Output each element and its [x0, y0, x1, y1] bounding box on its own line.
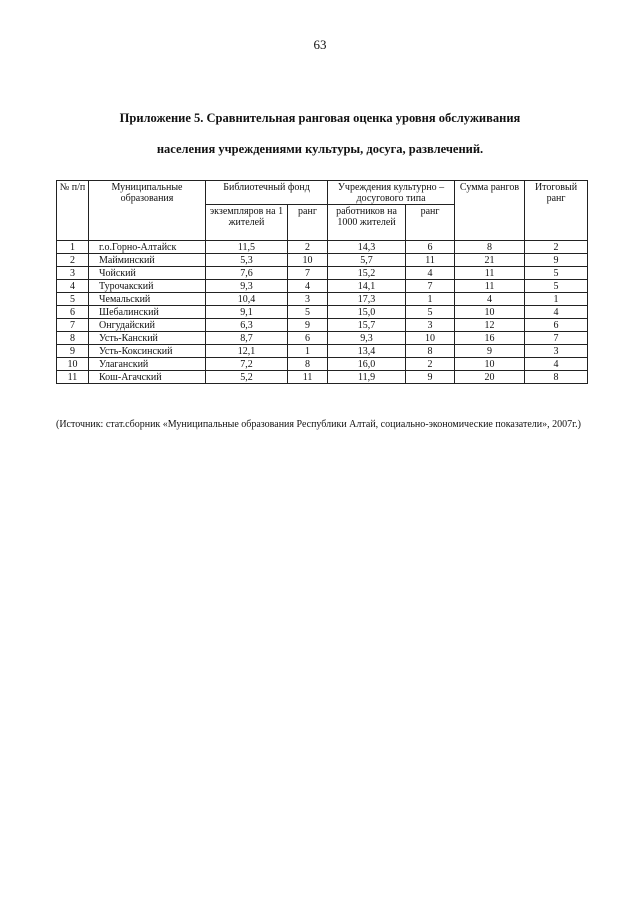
culture-rank-cell: 2 [406, 358, 455, 371]
header-culture-workers: работников на 1000 жителей [328, 205, 406, 241]
table-row [57, 267, 588, 280]
final-rank-cell: 6 [525, 319, 588, 332]
library-copies-cell: 11,5 [206, 241, 288, 254]
row-number-cell: 3 [57, 267, 89, 280]
municipality-name-cell: Кош-Агачский [89, 371, 206, 384]
library-rank-cell: 11 [288, 371, 328, 384]
library-rank-cell: 4 [288, 280, 328, 293]
final-rank-cell: 1 [525, 293, 588, 306]
library-rank-cell: 6 [288, 332, 328, 345]
culture-rank-cell: 4 [406, 267, 455, 280]
library-copies-cell: 8,7 [206, 332, 288, 345]
table-row [57, 358, 588, 371]
library-copies-cell: 9,3 [206, 280, 288, 293]
culture-workers-cell: 13,4 [328, 345, 406, 358]
rank-sum-cell: 9 [455, 345, 525, 358]
culture-workers-cell: 14,1 [328, 280, 406, 293]
culture-rank-cell: 3 [406, 319, 455, 332]
municipality-name-cell: Усть-Канский [89, 332, 206, 345]
culture-rank-cell: 1 [406, 293, 455, 306]
library-rank-cell: 8 [288, 358, 328, 371]
culture-workers-cell: 11,9 [328, 371, 406, 384]
library-rank-cell: 3 [288, 293, 328, 306]
culture-rank-cell: 5 [406, 306, 455, 319]
ranking-table [56, 180, 588, 384]
library-rank-cell: 2 [288, 241, 328, 254]
municipality-name-cell: г.о.Горно-Алтайск [89, 241, 206, 254]
municipality-name-cell: Улаганский [89, 358, 206, 371]
table-row [57, 345, 588, 358]
library-rank-cell: 5 [288, 306, 328, 319]
municipality-name-cell: Майминский [89, 254, 206, 267]
rank-sum-cell: 8 [455, 241, 525, 254]
municipality-name-cell: Чемальский [89, 293, 206, 306]
library-rank-cell: 9 [288, 319, 328, 332]
row-number-cell: 6 [57, 306, 89, 319]
library-copies-cell: 7,6 [206, 267, 288, 280]
library-rank-cell: 1 [288, 345, 328, 358]
final-rank-cell: 9 [525, 254, 588, 267]
library-copies-cell: 10,4 [206, 293, 288, 306]
row-number-cell: 8 [57, 332, 89, 345]
culture-rank-cell: 8 [406, 345, 455, 358]
culture-workers-cell: 16,0 [328, 358, 406, 371]
culture-rank-cell: 10 [406, 332, 455, 345]
culture-rank-cell: 7 [406, 280, 455, 293]
library-copies-cell: 5,3 [206, 254, 288, 267]
table-row [57, 293, 588, 306]
library-copies-cell: 12,1 [206, 345, 288, 358]
row-number-cell: 7 [57, 319, 89, 332]
header-rank-sum: Сумма рангов [455, 181, 525, 241]
header-library-fund: Библиотечный фонд [206, 181, 328, 205]
table-row [57, 254, 588, 267]
row-number-cell: 9 [57, 345, 89, 358]
culture-rank-cell: 6 [406, 241, 455, 254]
culture-workers-cell: 17,3 [328, 293, 406, 306]
row-number-cell: 2 [57, 254, 89, 267]
rank-sum-cell: 10 [455, 358, 525, 371]
final-rank-cell: 8 [525, 371, 588, 384]
final-rank-cell: 3 [525, 345, 588, 358]
culture-workers-cell: 15,0 [328, 306, 406, 319]
table-row [57, 306, 588, 319]
table-row [57, 332, 588, 345]
municipality-name-cell: Чойский [89, 267, 206, 280]
table-body [57, 241, 588, 384]
header-culture-rank: ранг [406, 205, 455, 241]
municipality-name-cell: Усть-Коксинский [89, 345, 206, 358]
rank-sum-cell: 16 [455, 332, 525, 345]
culture-workers-cell: 5,7 [328, 254, 406, 267]
header-final-rank: Итоговый ранг [525, 181, 588, 241]
rank-sum-cell: 4 [455, 293, 525, 306]
library-copies-cell: 7,2 [206, 358, 288, 371]
culture-workers-cell: 15,2 [328, 267, 406, 280]
header-library-rank: ранг [288, 205, 328, 241]
municipality-name-cell: Онгудайский [89, 319, 206, 332]
municipality-name-cell: Турочакский [89, 280, 206, 293]
final-rank-cell: 5 [525, 267, 588, 280]
culture-rank-cell: 9 [406, 371, 455, 384]
final-rank-cell: 7 [525, 332, 588, 345]
table-row [57, 371, 588, 384]
row-number-cell: 10 [57, 358, 89, 371]
rank-sum-cell: 20 [455, 371, 525, 384]
rank-sum-cell: 11 [455, 267, 525, 280]
culture-workers-cell: 9,3 [328, 332, 406, 345]
row-number-cell: 5 [57, 293, 89, 306]
appendix-title-line-2: населения учреждениями культуры, досуга, развлечений. [156, 142, 484, 156]
library-rank-cell: 7 [288, 267, 328, 280]
table-row [57, 319, 588, 332]
library-rank-cell: 10 [288, 254, 328, 267]
header-library-copies: экземпляров на 1 жителей [206, 205, 288, 241]
culture-workers-cell: 15,7 [328, 319, 406, 332]
culture-workers-cell: 14,3 [328, 241, 406, 254]
header-number: № п/п [57, 181, 89, 241]
rank-sum-cell: 11 [455, 280, 525, 293]
table-row [57, 280, 588, 293]
rank-sum-cell: 10 [455, 306, 525, 319]
table-row [57, 241, 588, 254]
source-note: (Источник: стат.сборник «Муниципальные образования Республики Алтай, социально-экономические показатели», 2007г.) [56, 419, 581, 430]
header-cultural-institutions: Учреждения культурно – досугового типа [328, 181, 455, 205]
rank-sum-cell: 12 [455, 319, 525, 332]
culture-rank-cell: 11 [406, 254, 455, 267]
library-copies-cell: 9,1 [206, 306, 288, 319]
library-copies-cell: 5,2 [206, 371, 288, 384]
header-municipality: Муниципальные образования [89, 181, 206, 241]
final-rank-cell: 4 [525, 306, 588, 319]
row-number-cell: 11 [57, 371, 89, 384]
page-number: 63 [313, 37, 327, 52]
library-copies-cell: 6,3 [206, 319, 288, 332]
final-rank-cell: 4 [525, 358, 588, 371]
appendix-title-line-1: Приложение 5. Сравнительная ранговая оценка уровня обслуживания [119, 111, 521, 125]
rank-sum-cell: 21 [455, 254, 525, 267]
final-rank-cell: 5 [525, 280, 588, 293]
final-rank-cell: 2 [525, 241, 588, 254]
row-number-cell: 4 [57, 280, 89, 293]
table-header [57, 181, 588, 241]
row-number-cell: 1 [57, 241, 89, 254]
municipality-name-cell: Шебалинский [89, 306, 206, 319]
